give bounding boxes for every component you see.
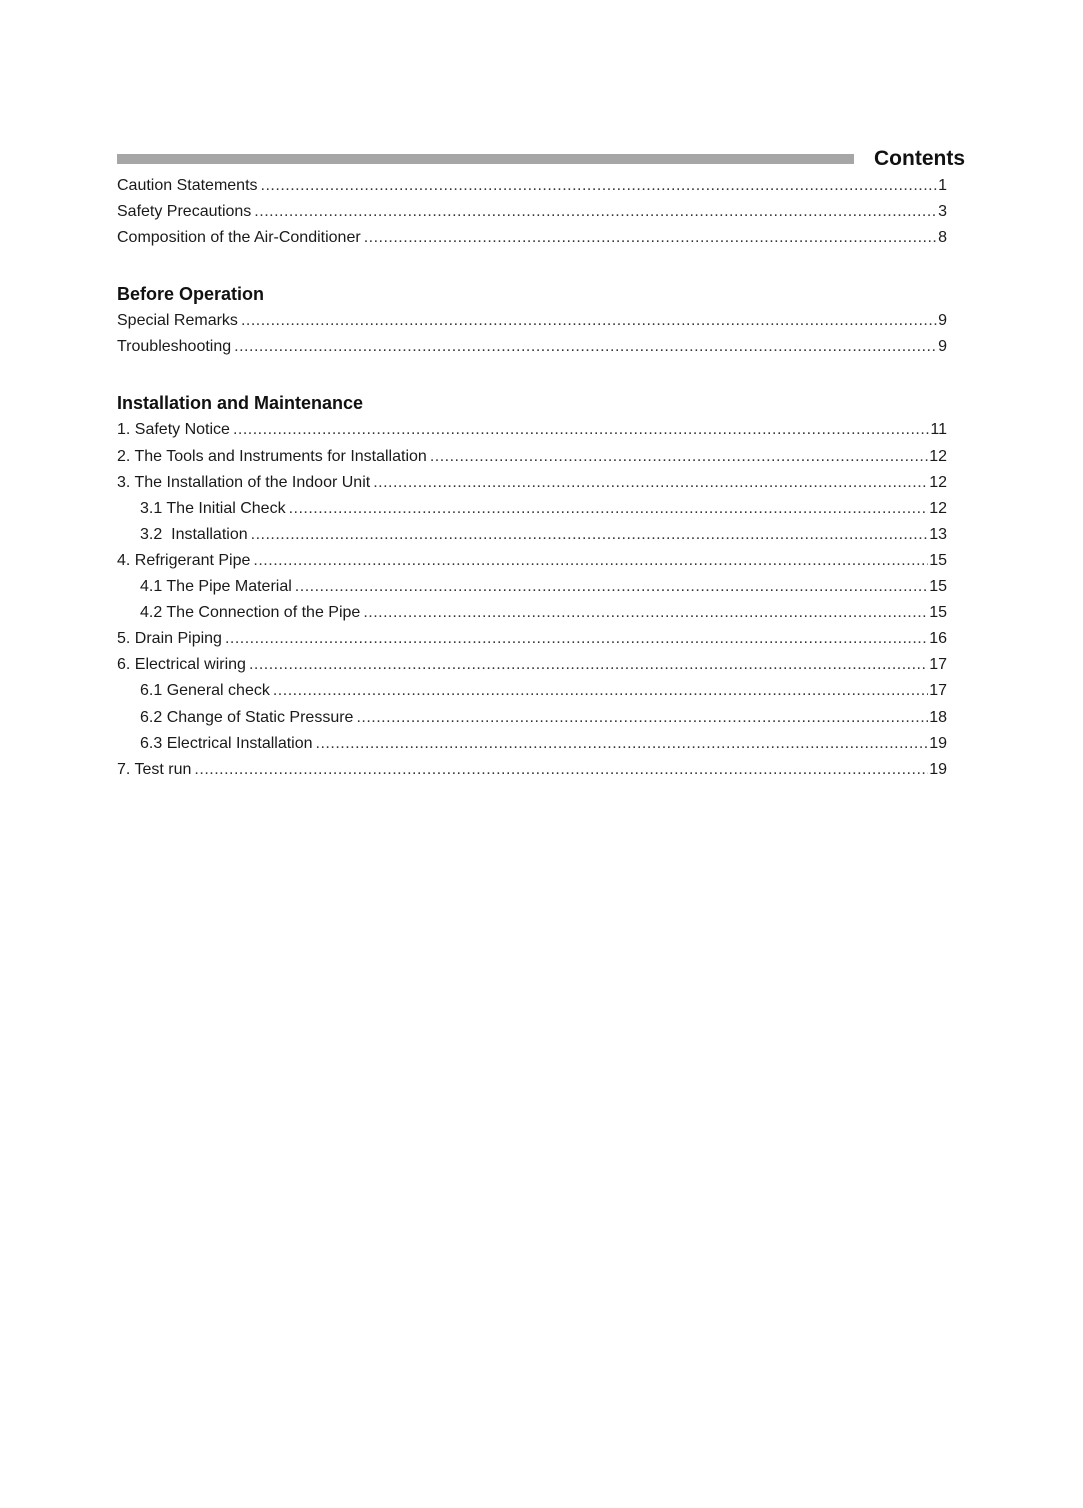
table-of-contents <box>117 173 947 783</box>
toc-entry[interactable] <box>117 548 947 574</box>
toc-entry-label: 4.1 The Pipe Material <box>140 578 292 596</box>
toc-page-number: 16 <box>929 630 947 648</box>
toc-entry-label: 5. Drain Piping <box>117 630 222 648</box>
toc-entry-label: 7. Test run <box>117 760 192 778</box>
toc-entry-label: 2. The Tools and Instruments for Installation <box>117 447 427 465</box>
toc-page-number: 13 <box>929 525 947 543</box>
contents-header <box>117 144 965 174</box>
dot-leader <box>194 757 928 783</box>
toc-page-number: 17 <box>929 656 947 674</box>
toc-entry-label: 4.2 The Connection of the Pipe <box>140 604 361 622</box>
toc-entry-label: Troubleshooting <box>117 338 232 356</box>
toc-entry[interactable] <box>117 652 947 678</box>
toc-entry[interactable] <box>117 757 947 783</box>
toc-page-number: 15 <box>929 604 947 622</box>
dot-leader <box>273 678 928 704</box>
toc-entry[interactable] <box>117 626 947 652</box>
toc-entry[interactable] <box>117 173 947 199</box>
section-heading: Installation and Maintenance <box>117 393 364 414</box>
toc-page-number: 12 <box>929 447 947 465</box>
toc-section <box>117 280 947 360</box>
dot-leader <box>430 444 928 470</box>
toc-section <box>117 173 947 251</box>
dot-leader <box>295 574 928 600</box>
toc-entry-label: 1. Safety Notice <box>117 421 230 439</box>
toc-page-number: 9 <box>938 312 947 330</box>
toc-subentry[interactable] <box>117 678 947 704</box>
toc-entry-label: Caution Statements <box>117 177 258 194</box>
toc-entry-label: 6.1 General check <box>140 682 270 700</box>
dot-leader <box>251 522 929 548</box>
toc-page-number: 19 <box>929 734 947 752</box>
toc-entry-label: 6.2 Change of Static Pressure <box>140 708 354 726</box>
toc-entry-label: 4. Refrigerant Pipe <box>117 551 251 569</box>
dot-leader <box>253 548 928 574</box>
toc-entry-label: 3. The Installation of the Indoor Unit <box>117 473 371 491</box>
toc-entry[interactable] <box>117 444 947 470</box>
dot-leader <box>233 417 929 443</box>
page-title: Contents <box>874 147 965 170</box>
toc-subentry[interactable] <box>117 600 947 626</box>
toc-entry[interactable] <box>117 417 947 443</box>
toc-page-number: 8 <box>938 229 947 247</box>
toc-entry[interactable] <box>117 470 947 496</box>
toc-entry-label: Composition of the Air-Conditioner <box>117 229 361 247</box>
toc-entry-label: 6. Electrical wiring <box>117 656 246 674</box>
dot-leader <box>249 652 928 678</box>
toc-page-number: 17 <box>929 682 947 700</box>
section-heading: Before Operation <box>117 284 265 305</box>
dot-leader <box>261 173 938 199</box>
toc-entry[interactable] <box>117 199 947 225</box>
toc-subentry[interactable] <box>117 731 947 757</box>
toc-page-number: 12 <box>929 499 947 517</box>
dot-leader <box>241 308 937 334</box>
dot-leader <box>356 705 928 731</box>
toc-entry[interactable] <box>117 225 947 251</box>
toc-page-number: 12 <box>929 473 947 491</box>
toc-entry[interactable] <box>117 334 947 360</box>
toc-entry-label: Safety Precautions <box>117 203 252 221</box>
toc-page-number: 15 <box>929 578 947 596</box>
toc-subentry[interactable] <box>117 574 947 600</box>
toc-page-number: 11 <box>930 421 947 439</box>
toc-page-number: 9 <box>938 338 947 356</box>
toc-page-number: 3 <box>938 203 947 221</box>
dot-leader <box>234 334 937 360</box>
dot-leader <box>254 199 937 225</box>
dot-leader <box>373 470 928 496</box>
toc-page-number: 1 <box>938 177 947 194</box>
header-rule <box>117 154 854 164</box>
toc-section <box>117 389 947 782</box>
toc-subentry[interactable] <box>117 522 947 548</box>
toc-entry-label: 3.1 The Initial Check <box>140 499 286 517</box>
toc-subentry[interactable] <box>117 496 947 522</box>
toc-page-number: 18 <box>929 708 947 726</box>
toc-entry[interactable] <box>117 308 947 334</box>
toc-page-number: 15 <box>929 551 947 569</box>
toc-page-number: 19 <box>929 760 947 778</box>
dot-leader <box>363 600 928 626</box>
toc-entry-label: 6.3 Electrical Installation <box>140 734 313 752</box>
dot-leader <box>364 225 937 251</box>
toc-entry-label: 3.2 Installation <box>140 525 248 543</box>
dot-leader <box>316 731 929 757</box>
toc-entry-label: Special Remarks <box>117 312 238 330</box>
dot-leader <box>225 626 928 652</box>
dot-leader <box>289 496 929 522</box>
toc-subentry[interactable] <box>117 705 947 731</box>
